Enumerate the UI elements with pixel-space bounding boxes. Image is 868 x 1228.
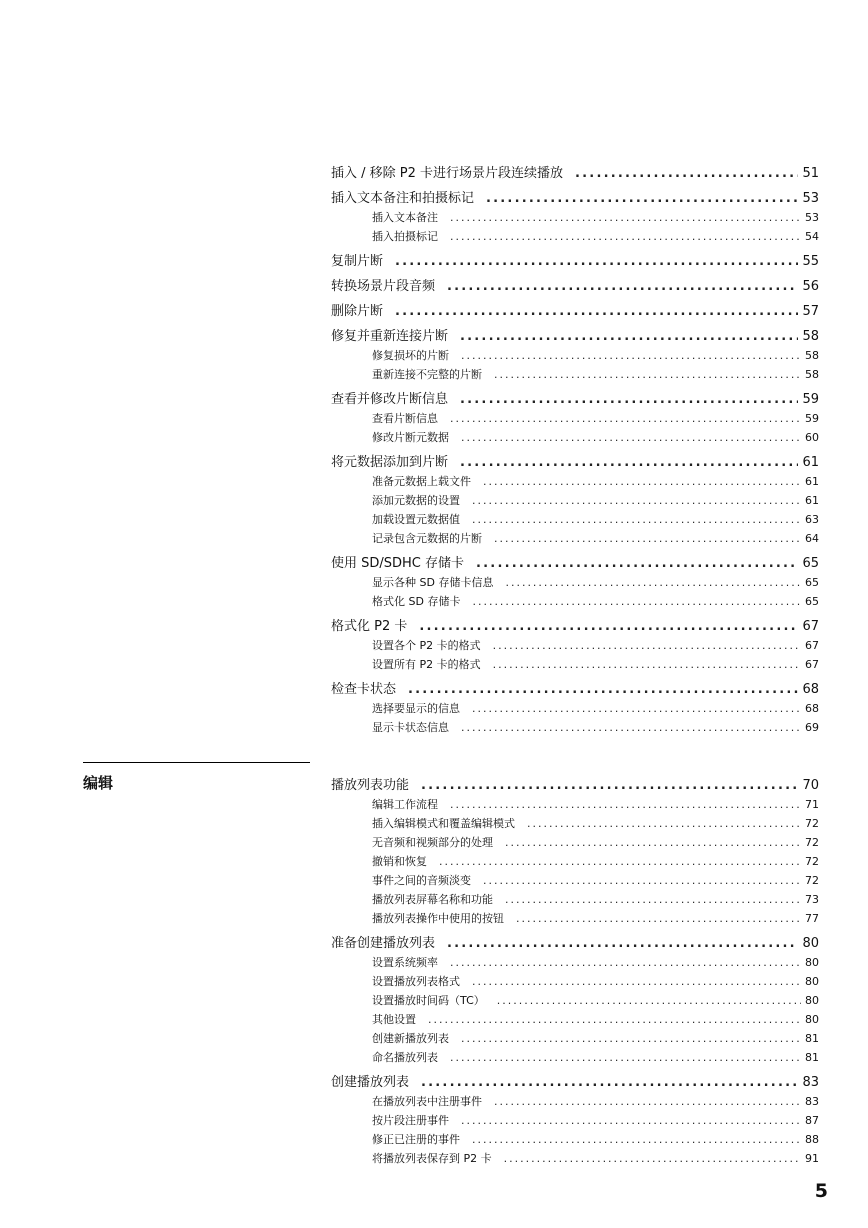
toc-entry-page: 58 <box>805 349 819 362</box>
toc-entry-title: 显示各种 SD 存储卡信息 <box>372 576 494 589</box>
dot-leader <box>505 573 801 592</box>
toc-entry[interactable] <box>331 935 819 953</box>
toc-entry-page: 61 <box>805 475 819 488</box>
dot-leader <box>461 1111 801 1130</box>
toc-entry-page: 53 <box>802 191 819 206</box>
dot-leader <box>450 227 801 246</box>
dot-leader <box>460 454 798 472</box>
toc-entry[interactable] <box>331 681 819 699</box>
toc-entry-title: 添加元数据的设置 <box>372 494 460 507</box>
toc-entry[interactable] <box>331 278 819 296</box>
toc-entry-title: 按片段注册事件 <box>372 1114 449 1127</box>
toc-subentry[interactable] <box>331 227 819 246</box>
toc-subentry[interactable] <box>331 346 819 365</box>
toc-subentry[interactable] <box>331 972 819 991</box>
toc-subentry[interactable] <box>331 529 819 548</box>
toc-entry-page: 65 <box>805 576 819 589</box>
toc-entry-page: 71 <box>805 798 819 811</box>
toc-entry-title: 设置播放时间码（TC） <box>372 994 485 1007</box>
toc-entry-title: 格式化 P2 卡 <box>331 619 408 634</box>
toc-entry[interactable] <box>331 303 819 321</box>
toc-entry-title: 设置播放列表格式 <box>372 975 460 988</box>
toc-entry-title: 编辑工作流程 <box>372 798 438 811</box>
toc-entry[interactable] <box>331 777 819 795</box>
toc-entry-title: 设置各个 P2 卡的格式 <box>372 639 481 652</box>
dot-leader <box>472 1130 801 1149</box>
toc-entry-title: 准备创建播放列表 <box>331 936 436 951</box>
toc-subentry[interactable] <box>331 814 819 833</box>
toc-entry-title: 创建新播放列表 <box>372 1032 449 1045</box>
toc-entry-title: 在播放列表中注册事件 <box>372 1095 482 1108</box>
dot-leader <box>486 190 798 208</box>
toc-entry-title: 检查卡状态 <box>331 682 397 697</box>
toc-subentry[interactable] <box>331 833 819 852</box>
toc-entry-title: 修复损坏的片断 <box>372 349 449 362</box>
toc-subentry[interactable] <box>331 636 819 655</box>
toc-entry-page: 80 <box>805 956 819 969</box>
toc-subentry[interactable] <box>331 1092 819 1111</box>
page-number: 5 <box>814 1180 828 1202</box>
toc-entry[interactable] <box>331 165 819 183</box>
dot-leader <box>450 1048 801 1067</box>
toc-subentry[interactable] <box>331 909 819 928</box>
toc-entry-page: 91 <box>805 1152 819 1165</box>
toc-entry[interactable] <box>331 1074 819 1092</box>
toc-entry-page: 68 <box>805 702 819 715</box>
dot-leader <box>494 365 801 384</box>
toc-entry-page: 80 <box>802 936 819 951</box>
toc-entry-title: 格式化 SD 存储卡 <box>372 595 461 608</box>
toc-entry-page: 61 <box>802 455 819 470</box>
dot-leader <box>497 991 801 1010</box>
dot-leader <box>450 953 801 972</box>
toc-entry-title: 记录包含元数据的片断 <box>372 532 482 545</box>
toc-entry[interactable] <box>331 454 819 472</box>
dot-leader <box>476 555 798 573</box>
dot-leader <box>408 681 798 699</box>
toc-list-card-operations <box>331 158 819 737</box>
toc-entry[interactable] <box>331 190 819 208</box>
toc-entry-title: 插入 / 移除 P2 卡进行场景片段连续播放 <box>331 166 564 181</box>
dot-leader <box>461 346 801 365</box>
toc-entry-page: 88 <box>805 1133 819 1146</box>
toc-subentry[interactable] <box>331 472 819 491</box>
toc-entry-page: 87 <box>805 1114 819 1127</box>
dot-leader <box>505 833 801 852</box>
dot-leader <box>421 1074 798 1092</box>
toc-entry-title: 设置系统频率 <box>372 956 438 969</box>
toc-entry-page: 67 <box>802 619 819 634</box>
toc-subentry[interactable] <box>331 208 819 227</box>
dot-leader <box>493 655 801 674</box>
toc-entry-page: 51 <box>802 166 819 181</box>
toc-entry[interactable] <box>331 328 819 346</box>
toc-entry-page: 68 <box>802 682 819 697</box>
toc-list-editing <box>331 770 819 1168</box>
toc-entry-page: 80 <box>805 994 819 1007</box>
dot-leader <box>505 890 801 909</box>
toc-entry-title: 撤销和恢复 <box>372 855 427 868</box>
toc-entry-page: 72 <box>805 817 819 830</box>
toc-entry-page: 70 <box>802 778 819 793</box>
dot-leader <box>439 852 801 871</box>
toc-entry-title: 事件之间的音频淡变 <box>372 874 471 887</box>
toc-entry-title: 转换场景片段音频 <box>331 279 436 294</box>
dot-leader <box>461 718 801 737</box>
toc-entry-page: 81 <box>805 1051 819 1064</box>
toc-entry-page: 61 <box>805 494 819 507</box>
section-divider <box>83 762 310 763</box>
toc-subentry[interactable] <box>331 409 819 428</box>
dot-leader <box>472 699 801 718</box>
toc-entry-page: 67 <box>805 639 819 652</box>
toc-entry-title: 插入文本备注 <box>372 211 438 224</box>
toc-entry-title: 无音频和视频部分的处理 <box>372 836 493 849</box>
toc-subentry[interactable] <box>331 718 819 737</box>
toc-subentry[interactable] <box>331 1149 819 1168</box>
dot-leader <box>472 491 801 510</box>
toc-entry-title: 设置所有 P2 卡的格式 <box>372 658 481 671</box>
dot-leader <box>461 428 801 447</box>
toc-entry-page: 59 <box>805 412 819 425</box>
dot-leader <box>447 935 798 953</box>
dot-leader <box>461 1029 801 1048</box>
toc-entry-page: 59 <box>802 392 819 407</box>
toc-entry-page: 72 <box>805 874 819 887</box>
toc-entry-page: 77 <box>805 912 819 925</box>
toc-entry-page: 53 <box>805 211 819 224</box>
toc-subentry[interactable] <box>331 953 819 972</box>
toc-entry-title: 播放列表操作中使用的按钮 <box>372 912 504 925</box>
toc-entry[interactable] <box>331 555 819 573</box>
dot-leader <box>428 1010 801 1029</box>
toc-entry-page: 64 <box>805 532 819 545</box>
toc-entry[interactable] <box>331 253 819 271</box>
dot-leader <box>504 1149 801 1168</box>
toc-entry-title: 重新连接不完整的片断 <box>372 368 482 381</box>
dot-leader <box>575 165 798 183</box>
toc-entry-page: 57 <box>802 304 819 319</box>
toc-subentry[interactable] <box>331 491 819 510</box>
toc-entry-title: 播放列表功能 <box>331 778 410 793</box>
toc-subentry[interactable] <box>331 852 819 871</box>
toc-entry-title: 其他设置 <box>372 1013 416 1026</box>
toc-entry-page: 83 <box>802 1075 819 1090</box>
dot-leader <box>395 303 798 321</box>
toc-entry-page: 69 <box>805 721 819 734</box>
toc-entry-title: 创建播放列表 <box>331 1075 410 1090</box>
toc-entry-title: 加载设置元数据值 <box>372 513 460 526</box>
toc-entry-page: 80 <box>805 1013 819 1026</box>
toc-entry-title: 命名播放列表 <box>372 1051 438 1064</box>
dot-leader <box>472 972 801 991</box>
toc-entry[interactable] <box>331 391 819 409</box>
toc-subentry[interactable] <box>331 1048 819 1067</box>
toc-entry-title: 显示卡状态信息 <box>372 721 449 734</box>
toc-subentry[interactable] <box>331 1111 819 1130</box>
toc-entry-title: 插入编辑模式和覆盖编辑模式 <box>372 817 515 830</box>
toc-subentry[interactable] <box>331 510 819 529</box>
toc-subentry[interactable] <box>331 1130 819 1149</box>
toc-entry-title: 修复并重新连接片断 <box>331 329 449 344</box>
toc-entry-title: 准备元数据上载文件 <box>372 475 471 488</box>
toc-entry-page: 81 <box>805 1032 819 1045</box>
dot-leader <box>494 1092 801 1111</box>
toc-entry-title: 删除片断 <box>331 304 384 319</box>
toc-entry-page: 56 <box>802 279 819 294</box>
toc-entry-page: 67 <box>805 658 819 671</box>
toc-entry-page: 65 <box>805 595 819 608</box>
toc-entry-page: 58 <box>802 329 819 344</box>
dot-leader <box>421 777 798 795</box>
toc-subentry[interactable] <box>331 699 819 718</box>
dot-leader <box>419 618 798 636</box>
toc-entry-title: 将播放列表保存到 P2 卡 <box>372 1152 492 1165</box>
toc-entry-title: 将元数据添加到片断 <box>331 455 449 470</box>
toc-subentry[interactable] <box>331 1029 819 1048</box>
toc-subentry[interactable] <box>331 991 819 1010</box>
dot-leader <box>395 253 798 271</box>
toc-entry-page: 63 <box>805 513 819 526</box>
toc-entry-title: 插入拍摄标记 <box>372 230 438 243</box>
toc-entry-title: 修改片断元数据 <box>372 431 449 444</box>
dot-leader <box>450 795 801 814</box>
toc-entry-page: 65 <box>802 556 819 571</box>
toc-entry-title: 修正已注册的事件 <box>372 1133 460 1146</box>
toc-entry-page: 80 <box>805 975 819 988</box>
dot-leader <box>527 814 801 833</box>
toc-subentry[interactable] <box>331 428 819 447</box>
toc-subentry[interactable] <box>331 655 819 674</box>
toc-subentry[interactable] <box>331 871 819 890</box>
toc-subentry[interactable] <box>331 795 819 814</box>
toc-subentry[interactable] <box>331 890 819 909</box>
toc-entry-title: 插入文本备注和拍摄标记 <box>331 191 475 206</box>
dot-leader <box>483 871 801 890</box>
dot-leader <box>450 208 801 227</box>
toc-entry-page: 54 <box>805 230 819 243</box>
section-title: 编辑 <box>83 774 114 792</box>
toc-entry-page: 58 <box>805 368 819 381</box>
toc-entry-title: 查看片断信息 <box>372 412 438 425</box>
dot-leader <box>460 328 798 346</box>
toc-entry-title: 查看并修改片断信息 <box>331 392 449 407</box>
toc-subentry[interactable] <box>331 573 819 592</box>
toc-entry-page: 83 <box>805 1095 819 1108</box>
toc-entry-page: 73 <box>805 893 819 906</box>
toc-subentry[interactable] <box>331 1010 819 1029</box>
toc-entry-page: 55 <box>802 254 819 269</box>
dot-leader <box>447 278 798 296</box>
toc-entry-title: 播放列表屏幕名称和功能 <box>372 893 493 906</box>
dot-leader <box>472 510 801 529</box>
toc-entry-title: 使用 SD/SDHC 存储卡 <box>331 556 465 571</box>
toc-entry-page: 72 <box>805 836 819 849</box>
dot-leader <box>460 391 798 409</box>
toc-entry-title: 复制片断 <box>331 254 384 269</box>
dot-leader <box>494 529 801 548</box>
dot-leader <box>472 592 801 611</box>
toc-entry-page: 60 <box>805 431 819 444</box>
dot-leader <box>493 636 801 655</box>
dot-leader <box>483 472 801 491</box>
dot-leader <box>450 409 801 428</box>
toc-entry-page: 72 <box>805 855 819 868</box>
toc-entry-title: 选择要显示的信息 <box>372 702 460 715</box>
toc-subentry[interactable] <box>331 365 819 384</box>
toc-entry[interactable] <box>331 618 819 636</box>
dot-leader <box>516 909 801 928</box>
toc-subentry[interactable] <box>331 592 819 611</box>
